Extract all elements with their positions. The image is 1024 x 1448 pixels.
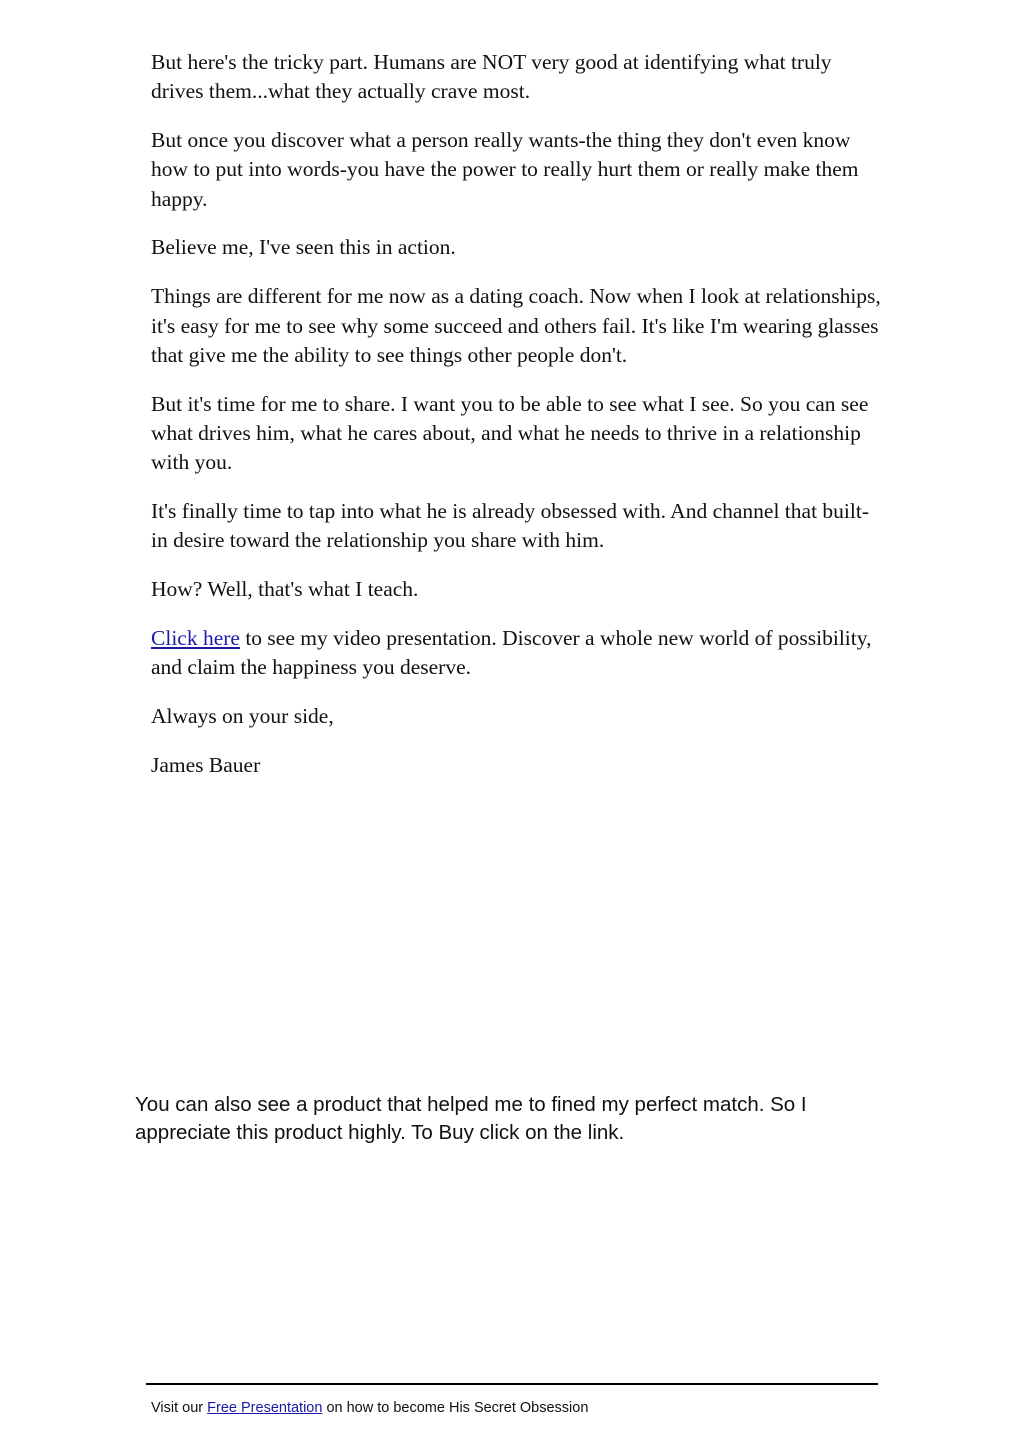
click-here-link[interactable]: Click here [151, 625, 240, 650]
paragraph-tricky-part: But here's the tricky part. Humans are NOT very good at identifying what truly drives them...what they actually crave most. [151, 50, 832, 104]
closing-line: Always on your side, [151, 704, 334, 729]
paragraph-tap-into: It's finally time to tap into what he is already obsessed with. And channel that built-in desire toward the relationship you share with him. [151, 499, 870, 553]
paragraph-believe: Believe me, I've seen this in action. [151, 235, 456, 260]
footer-divider [146, 1383, 878, 1385]
paragraph-click-here [151, 624, 881, 683]
letter-body [151, 48, 881, 800]
footer-suffix: on how to become His Secret Obsession [322, 1400, 589, 1416]
click-here-text: to see my video presentation. Discover a whole new world of possibility, and claim the happiness you deserve. [151, 625, 872, 680]
footer [151, 1399, 588, 1417]
paragraph-share: But it's time for me to share. I want you to be able to see what I see. So you can see what drives him, what he cares about, and what he needs to thrive in a relationship with you. [151, 391, 869, 475]
paragraph-discover: But once you discover what a person really wants-the thing they don't even know how to put into words-you have the power to really hurt them or really make them happy. [151, 128, 859, 211]
paragraph-how: How? Well, that's what I teach. [151, 577, 419, 602]
product-note: You can also see a product that helped me to fined my perfect match. So I appreciate this product highly. To Buy click on the link. [135, 1093, 807, 1144]
footer-prefix: Visit our [151, 1400, 208, 1416]
signature: James Bauer [151, 752, 261, 777]
free-presentation-link[interactable]: Free Presentation [207, 1400, 323, 1416]
paragraph-dating-coach: Things are different for me now as a dating coach. Now when I look at relationships, it's easy for me to see why some succeed and others fail. It's like I'm wearing glasses that give me the ability to see things other people don't. [151, 284, 881, 367]
